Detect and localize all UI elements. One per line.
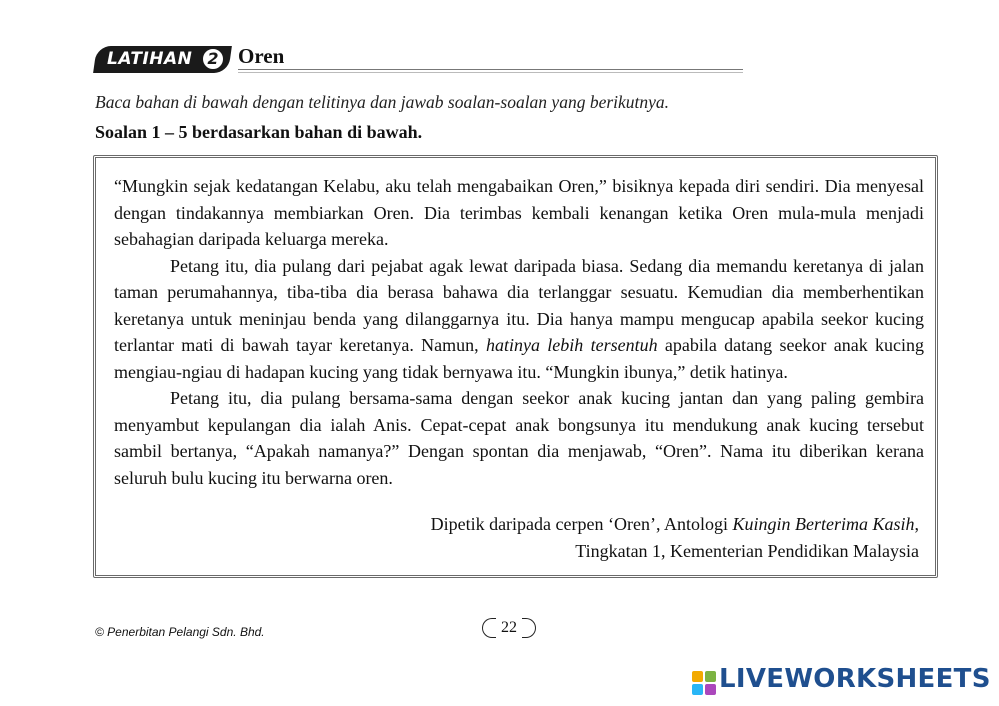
exercise-number: 2: [201, 47, 225, 71]
publisher-credit: © Penerbitan Pelangi Sdn. Bhd.: [95, 625, 265, 639]
exercise-label: LATIHAN: [107, 49, 193, 69]
grid-square: [705, 684, 716, 695]
page-number-bracket-left: [482, 618, 496, 638]
exercise-topic: Oren: [238, 44, 285, 68]
passage-highlight-phrase: hatinya lebih tersentuh: [485, 335, 658, 355]
source-citation: [319, 511, 919, 565]
citation-line-2: Tingkatan 1, Kementerian Pendidikan Malaysia: [575, 541, 919, 561]
citation-prefix: Dipetik daripada cerpen ‘Oren’, Antologi: [430, 514, 728, 534]
passage-paragraph-2-end: apabila datang seekor anak kucing mengiau-ngiau di hadapan kucing yang tidak bernyawa itu. “Mungkin ibunya,” detik hatinya.: [114, 335, 925, 382]
page-number: [482, 617, 536, 639]
passage-paragraph-2-start: Petang itu, dia pulang dari pejabat agak lewat daripada biasa. Sedang dia memandu keretanya di jalan taman perumahannya, tiba-tiba dia berasa bahawa dia terlanggar sesuatu. Kemudian dia memberhentikan keretanya untuk meninjau benda yang dilanggarnya itu. Dia hanya mampu mengucap apabila seekor kucing terlantar mati di bawah tayar keretanya. Namun,: [114, 255, 924, 355]
citation-line-1: [319, 511, 919, 538]
passage-paragraph-3: Petang itu, dia pulang bersama-sama dengan seekor anak kucing jantan dan yang paling gembira menyambut kepulangan dia ialah Anis. Cepat-cepat anak bongsunya itu mendukung anak kucing tersebut sambil bertanya, “Apakah namanya?” Dengan spontan dia menjawab, “Oren”. Nama itu diberikan kerana seluruh bulu kucing itu berwarna oren.: [114, 388, 924, 488]
liveworksheets-wordmark: LIVEWORKSHEETS: [719, 664, 991, 694]
grid-square: [705, 671, 716, 682]
grid-square: [692, 684, 703, 695]
grid-square: [692, 671, 703, 682]
exercise-header: [95, 44, 745, 74]
question-range-heading: Soalan 1 – 5 berdasarkan bahan di bawah.: [95, 122, 423, 142]
passage-paragraph-1: “Mungkin sejak kedatangan Kelabu, aku telah mengabaikan Oren,” bisiknya kepada diri sendiri. Dia menyesal dengan tindakannya membiarkan Oren. Dia terimbas kembali kenangan ketika Oren mula-mula menjadi sebahagian daripada keluarga mereka.: [114, 176, 924, 249]
passage-paragraph-2: [114, 253, 924, 386]
liveworksheets-grid-icon: [692, 671, 716, 695]
header-rule: [238, 69, 743, 73]
page-number-value: 22: [501, 619, 517, 636]
citation-suffix: ,: [914, 514, 919, 534]
citation-book-title: Kuingin Berterima Kasih: [732, 514, 915, 534]
instruction-text: Baca bahan di bawah dengan telitinya dan jawab soalan-soalan yang berikutnya.: [95, 92, 670, 112]
reading-passage: [114, 173, 924, 491]
page-number-bracket-right: [522, 618, 536, 638]
